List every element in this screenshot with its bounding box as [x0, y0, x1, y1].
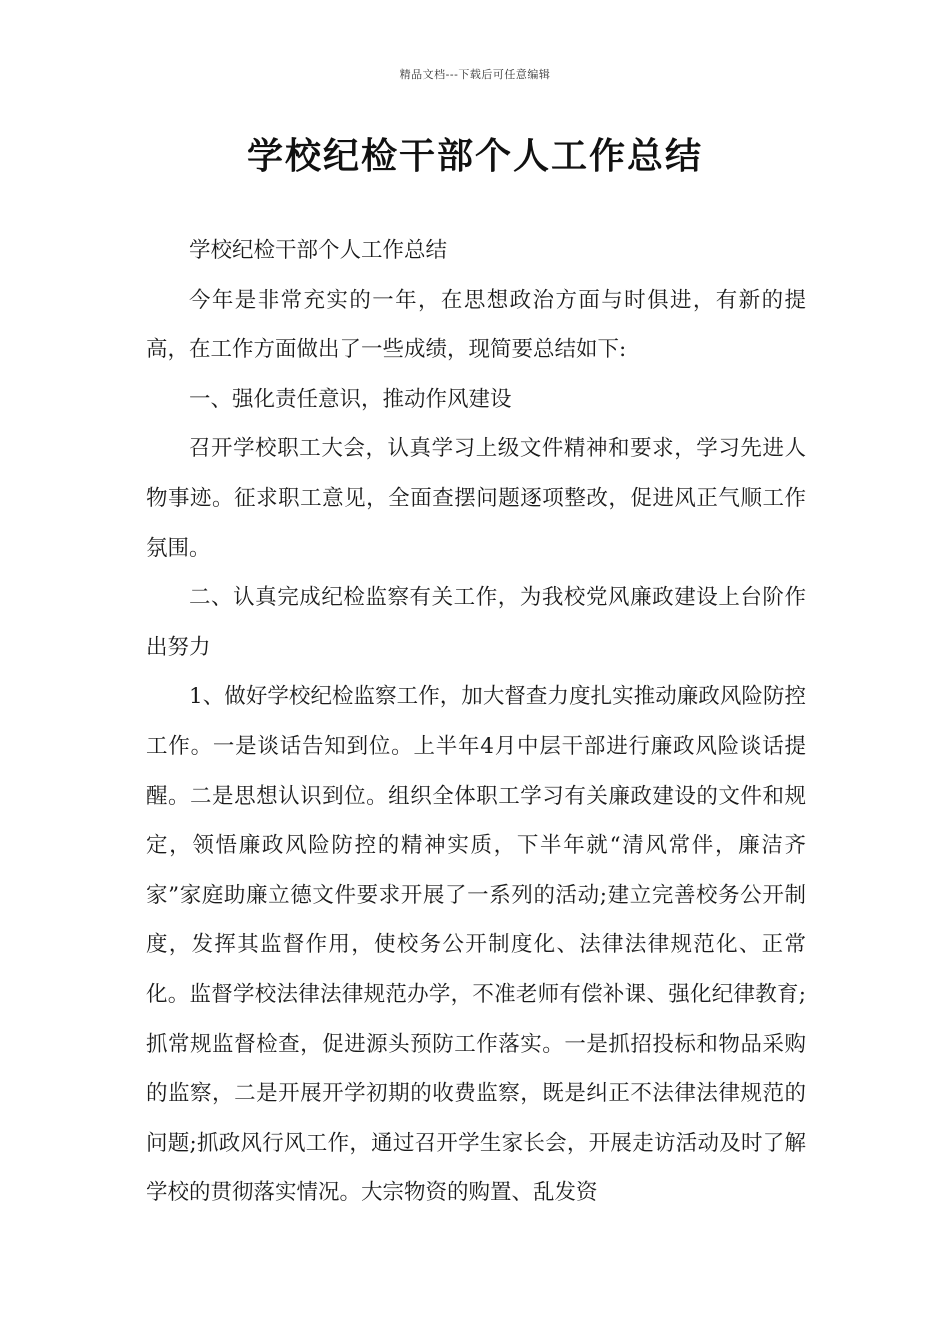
paragraph-section-1: 召开学校职工大会，认真学习上级文件精神和要求，学习先进人物事迹。征求职工意见，全面查摆问题逐项整改，促进风正气顺工作氛围。	[146, 436, 806, 561]
paragraph-subtitle: 学校纪检干部个人工作总结	[189, 238, 448, 263]
paragraph-intro: 今年是非常充实的一年，在思想政治方面与时俱进，有新的提高，在工作方面做出了一些成绩，现简要总结如下:	[146, 287, 806, 363]
section-heading-2: 二、认真完成纪检监察有关工作，为我校党风廉政建设上台阶作出努力	[146, 585, 806, 660]
paragraph-item-1: 1、做好学校纪检监察工作，加大督查力度扎实推动廉政风险防控工作。一是谈话告知到位。上半年4月中层干部进行廉政风险谈话提醒。二是思想认识到位。组织全体职工学习有关廉政建设的文件和规定，领悟廉政风险防控的精神实质，下半年就“清风常伴，廉洁齐家”家庭助廉立德文件要求开展了一系列的活动;建立完善校务公开制度，发挥其监督作用，使校务公开制度化、法律法律规范化、正常化。监督学校法律法律规范办学，不准老师有偿补课、强化纪律教育;抓常规监督检查，促进源头预防工作落实。一是抓招投标和物品采购的监察，二是开展开学初期的收费监察，既是纠正不法律法律规范的问题;抓政风行风工作，通过召开学生家长会，开展走访活动及时了解学校的贯彻落实情况。大宗物资的购置、乱发资	[146, 684, 806, 1206]
section-heading-1: 一、强化责任意识，推动作风建设	[189, 386, 512, 412]
header-note: 精品文档---下载后可任意编辑	[399, 68, 551, 81]
document-title: 学校纪检干部个人工作总结	[246, 135, 703, 177]
document-body	[146, 226, 806, 1218]
